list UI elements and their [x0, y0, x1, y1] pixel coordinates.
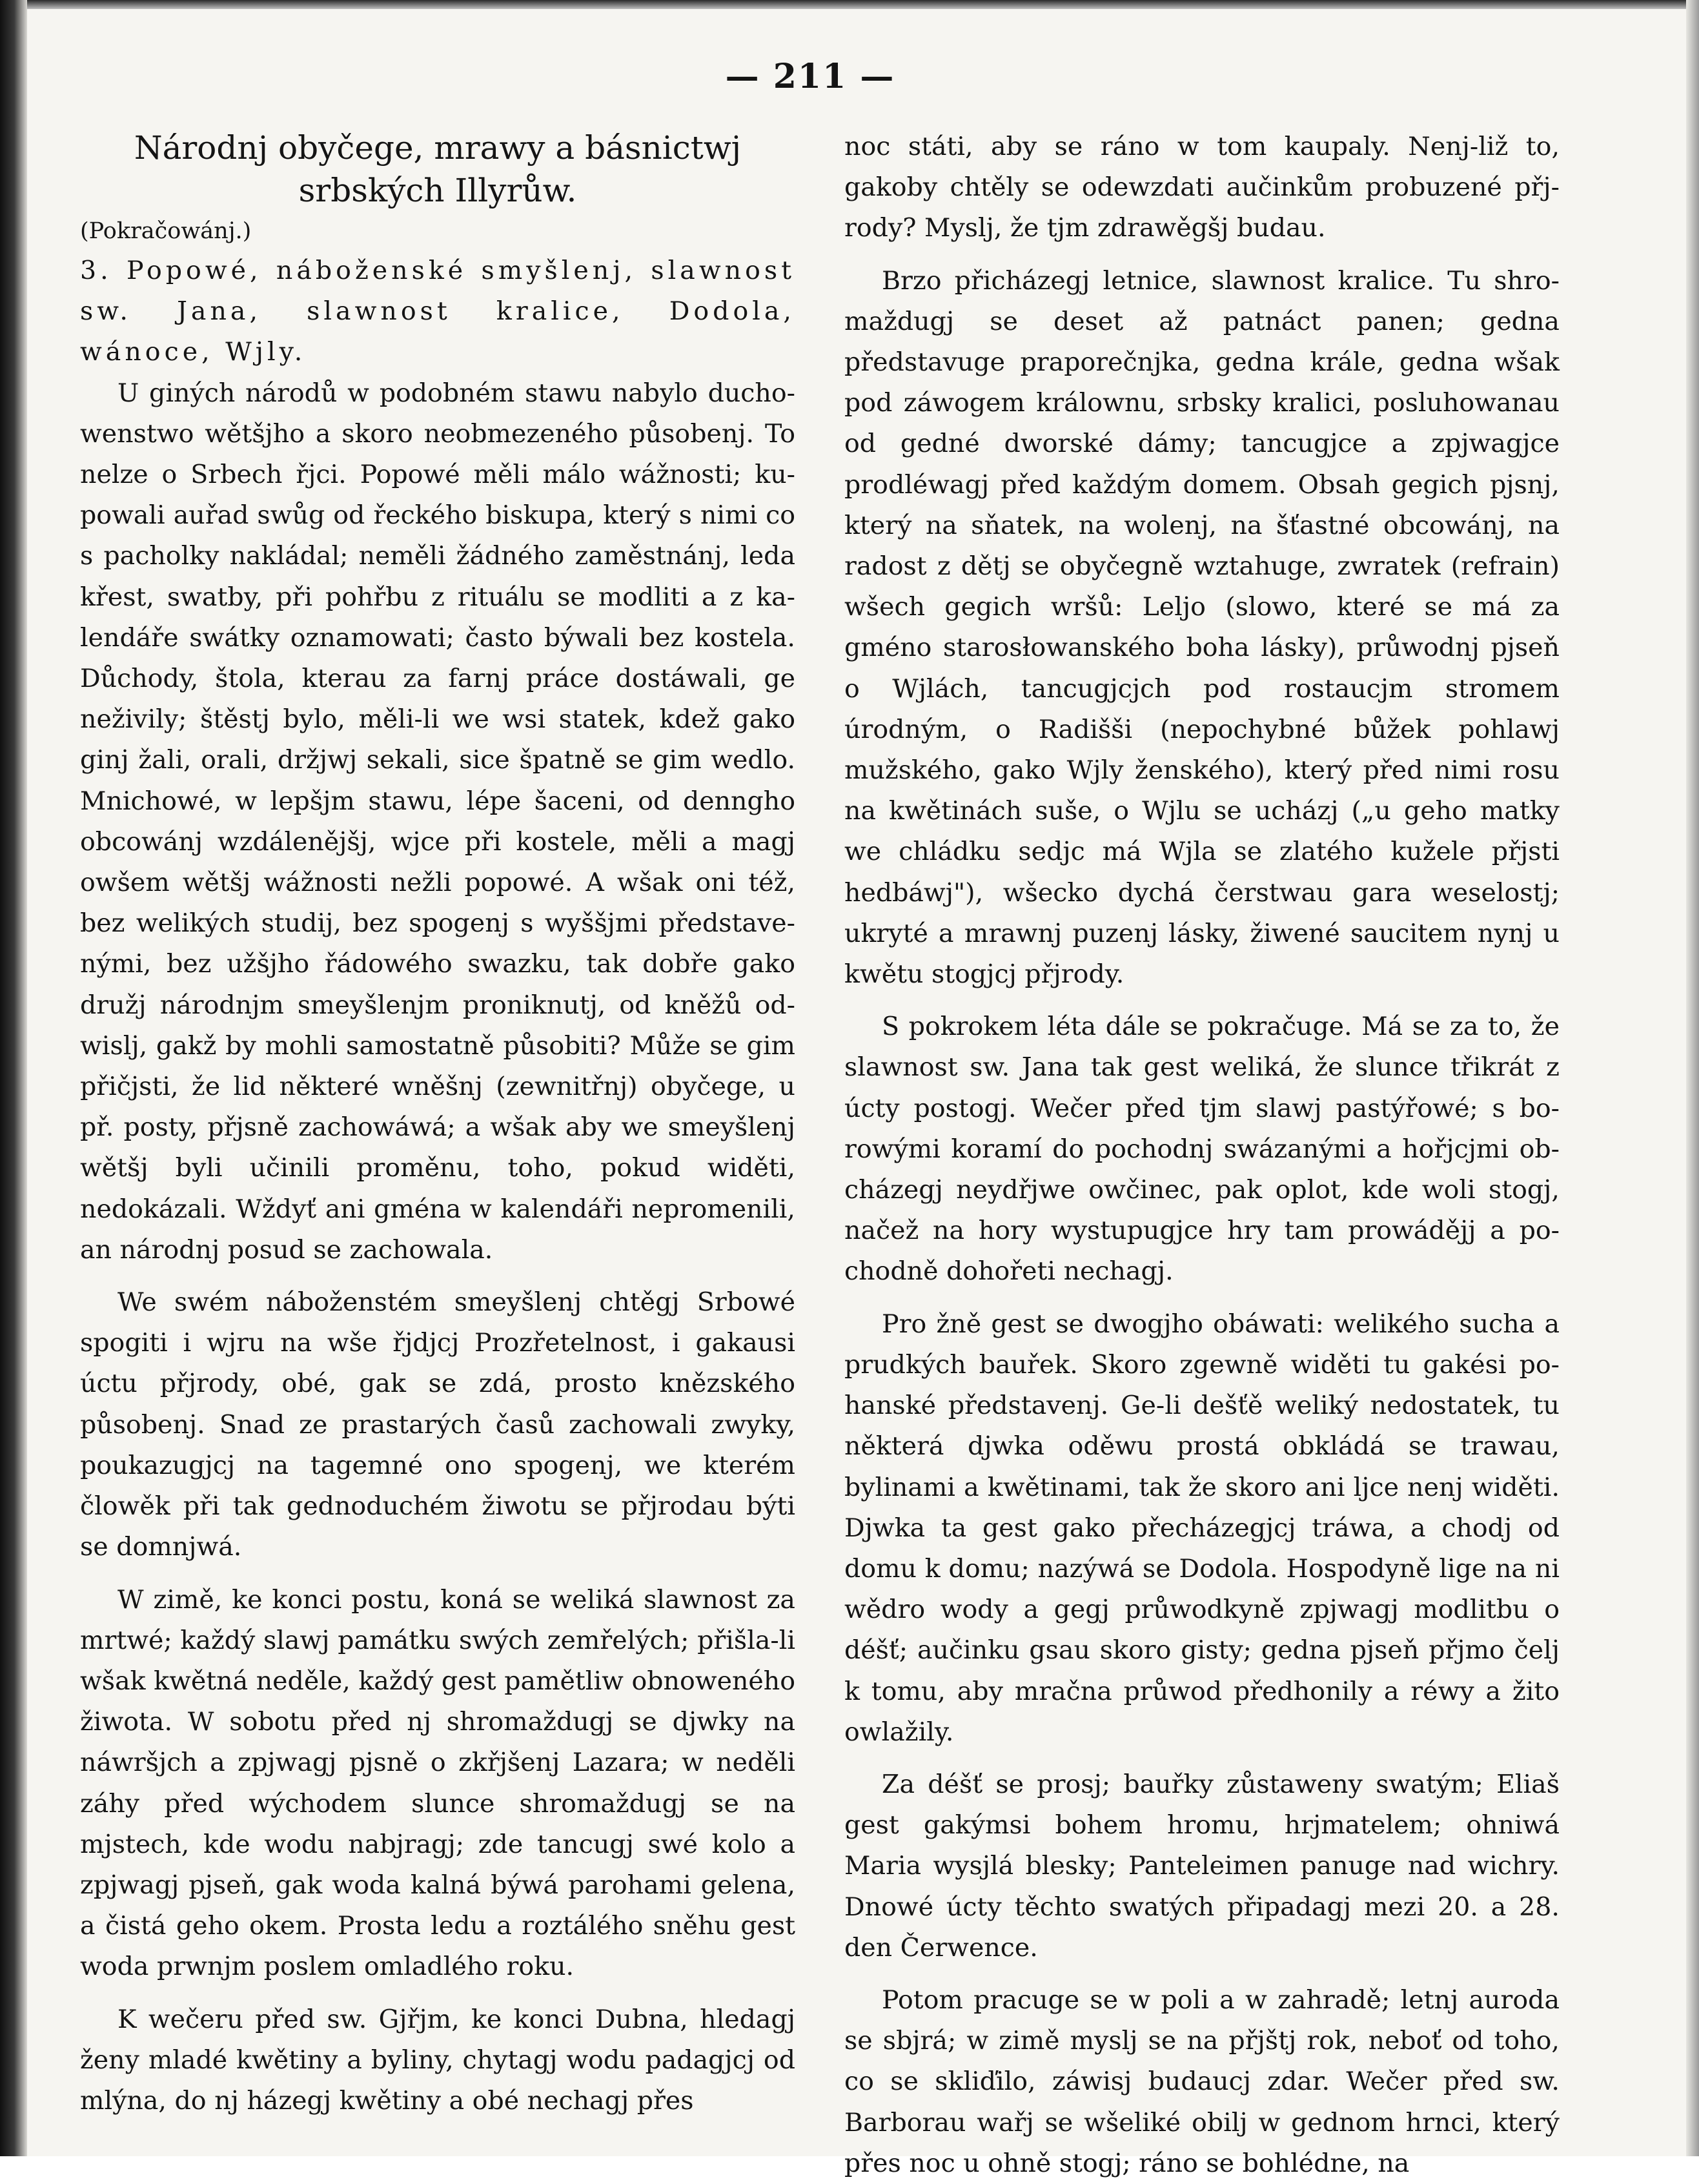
section-heading: 3. Popowé, náboženské smyšlenj, slawnost sw. Jana, slawnost kralice, Dodola, wánoce, Wjly.	[80, 256, 795, 367]
paragraph: K wečeru před sw. Gjřjm, ke konci Dubna, hledagj ženy mladé kwětiny a byliny, chytagj wodu padagjcj od mlýna, do nj házegj kwětiny a obé nechagj přes	[80, 2004, 795, 2116]
scan-edge-right	[1686, 0, 1699, 2156]
paragraph: Potom pracuge se w poli a w zahradě; letnj auroda se sbjrá; w zimě myslj se na přjštj rok, neboť od toho, co se skliďilo, záwisj budaucj zdar. Wečer před sw. Barborau wařj se wšeliké obilj w gednom hrnci, který přes noc u ohně stogj; ráno se bohlédne, na	[844, 1985, 1560, 2178]
paragraph: U giných národů w podobném stawu nabylo duchowenstwo wětšjho a skoro neobmezeného působenj. To nelze o Srbech řjci. Popowé měli málo wážnosti; kupowali auřad swůg od řeckého biskupa, který s nimi co s pacholky nakládal; neměli žádného zaměstnánj, leda křest, swatby, při pohřbu z rituálu se modliti a z kalendáře swátky oznamowati; často býwali bez kostela. Důchody, štola, kterau za farnj práce dostáwali, ge neživily; štěstj bylo, měli-li we wsi statek, kdež gako ginj žali, orali, držjwj sekali, sice špatně se gim wedlo. Mnichowé, w lepšjm stawu, lépe šaceni, od denngho obcowánj wzdálenějšj, wjce při kostele, měli a magj owšem wětšj wážnosti nežli popowé. A wšak oni též, bez welikých studij, bez spogenj s wyššjmi představenými, bez užšjho řádowého swazku, tak dobře gako družj národnjm smeyšlenjm proniknutj, od kněžů odwislj, gakž by mohli samostatně působiti? Může se gim přičjsti, že lid některé wněšnj (zewnitřnj) obyčege, u př. posty, přjsně zachowáwá; a wšak aby we smeyšlenj wětšj byli učinili proměnu, toho, pokud widěti, nedokázali. Wždyť ani gména w kalendáři nepromenili, an národnj posud se zachowala.	[80, 378, 795, 1265]
right-column	[844, 127, 1560, 2184]
left-column	[80, 127, 795, 2121]
scan-edge-top	[0, 0, 1699, 9]
paragraph: Za déšť se prosj; bauřky zůstaweny swatým; Eliaš gest gakýmsi bohem hromu, hrjmatelem; ohniwá Maria wysjlá blesky; Panteleimen panuge nad wichry. Dnowé úcty těchto swatých připadagj mezi 20. a 28. den Čerwence.	[844, 1769, 1560, 1963]
paragraph: We swém náboženstém smeyšlenj chtěgj Srbowé spogiti i wjru na wše řjdjcj Prozřetelnost, i gakausi úctu přjrody, obé, gak se zdá, prosto knězského působenj. Snad ze prastarých časů zachowali zwyky, poukazugjcj na tagemné ono spogenj, we kterém člowěk při tak gednoduchém žiwotu se přjrodau býti se domnjwá.	[80, 1287, 795, 1562]
continued-note: (Pokračowánj.)	[80, 218, 252, 244]
page-number: — 211 —	[725, 57, 895, 96]
paragraph: noc státi, aby se ráno w tom kaupaly. Nenj-liž to, gakoby chtěly se odewzdati aučinkům probuzené přjrody? Myslj, že tjm zdrawěgšj budau.	[844, 132, 1560, 243]
article-title: Národnj obyčege, mrawy a básnictwj srbských Illyrůw.	[134, 129, 742, 209]
paragraph: S pokrokem léta dále se pokračuge. Má se za to, že slawnost sw. Jana tak gest weliká, že slunce třikrát z úcty postogj. Wečer před tjm slawj pastýřowé; s borowými koramí do pochodnj swázanými a hořjcjmi obcházegj neydřjwe owčinec, pak oplot, kde woli stogj, načež na hory wystupugjce hry tam prowádějj a pochodně dohořeti nechagj.	[844, 1012, 1560, 1287]
paragraph: Pro žně gest se dwogjho obáwati: welikého sucha a prudkých bauřek. Skoro zgewně widěti tu gakési pohanské představenj. Ge-li dešťě weliký nedostatek, tu některá djwka oděwu prostá obkládá se trawau, bylinami a kwětinami, tak že skoro ani ljce nenj widěti. Djwka ta gest gako přecházegjcj tráwa, a chodj od domu k domu; nazýwá se Dodola. Hospodyně lige na ni wědro wody a gegj průwodkyně zpjwagj modlitbu o déšť; aučinku gsau skoro gisty; gedna pjseň přjmo čelj k tomu, aby mračna průwod předhonily a réwy a žito owlažily.	[844, 1309, 1560, 1747]
scan-edge-left	[0, 0, 27, 2156]
paragraph: W zimě, ke konci postu, koná se weliká slawnost za mrtwé; každý slawj památku swých zemřelých; přišla-li wšak kwětná neděle, každý gest pamětliw obnoweného žiwota. W sobotu před nj shromaždugj se djwky na náwršjch a zpjwagj pjsně o zkřjšenj Lazara; w neděli záhy před wýchodem slunce shromaždugj se na mjstech, kde wodu nabjragj; zde tancugj swé kolo a zpjwagj pjseň, gak woda kalná býwá parohami gelena, a čistá geho okem. Prosta ledu a roztálého sněhu gest woda prwnjm poslem omladlého roku.	[80, 1584, 795, 1982]
paragraph: Brzo přicházegj letnice, slawnost kralice. Tu shromaždugj se deset až patnáct panen; gedna představuge praporečnjka, gedna krále, gedna wšak pod záwogem králownu, srbsky kralici, posluhowanau od gedné dworské dámy; tancugjce a zpjwagjce prodléwagj před každým domem. Obsah gegich pjsnj, který na sňatek, na wolenj, na šťastné obcowánj, na radost z dětj se obyčegně wztahuge, zwratek (refrain) wšech gegich wršů: Leljo (slowo, které se má za gméno starosłowanského boha lásky), průwodnj pjseň o Wjlách, tancugjcjch pod rostaucjm stromem úrodným, o Radišši (nepochybné bůžek pohlawj mužského, gako Wjly ženského), který před nimi rosu na kwětinách suše, o Wjlu se ucházj („u geho matky we chládku sedjc má Wjla se zlatého kužele přjsti hedbáwj"), wšecko dychá čerstwau gara weselostj; ukryté a mrawnj puzenj lásky, žiwené saucitem nynj u kwětu stogjcj přjrody.	[844, 265, 1560, 990]
